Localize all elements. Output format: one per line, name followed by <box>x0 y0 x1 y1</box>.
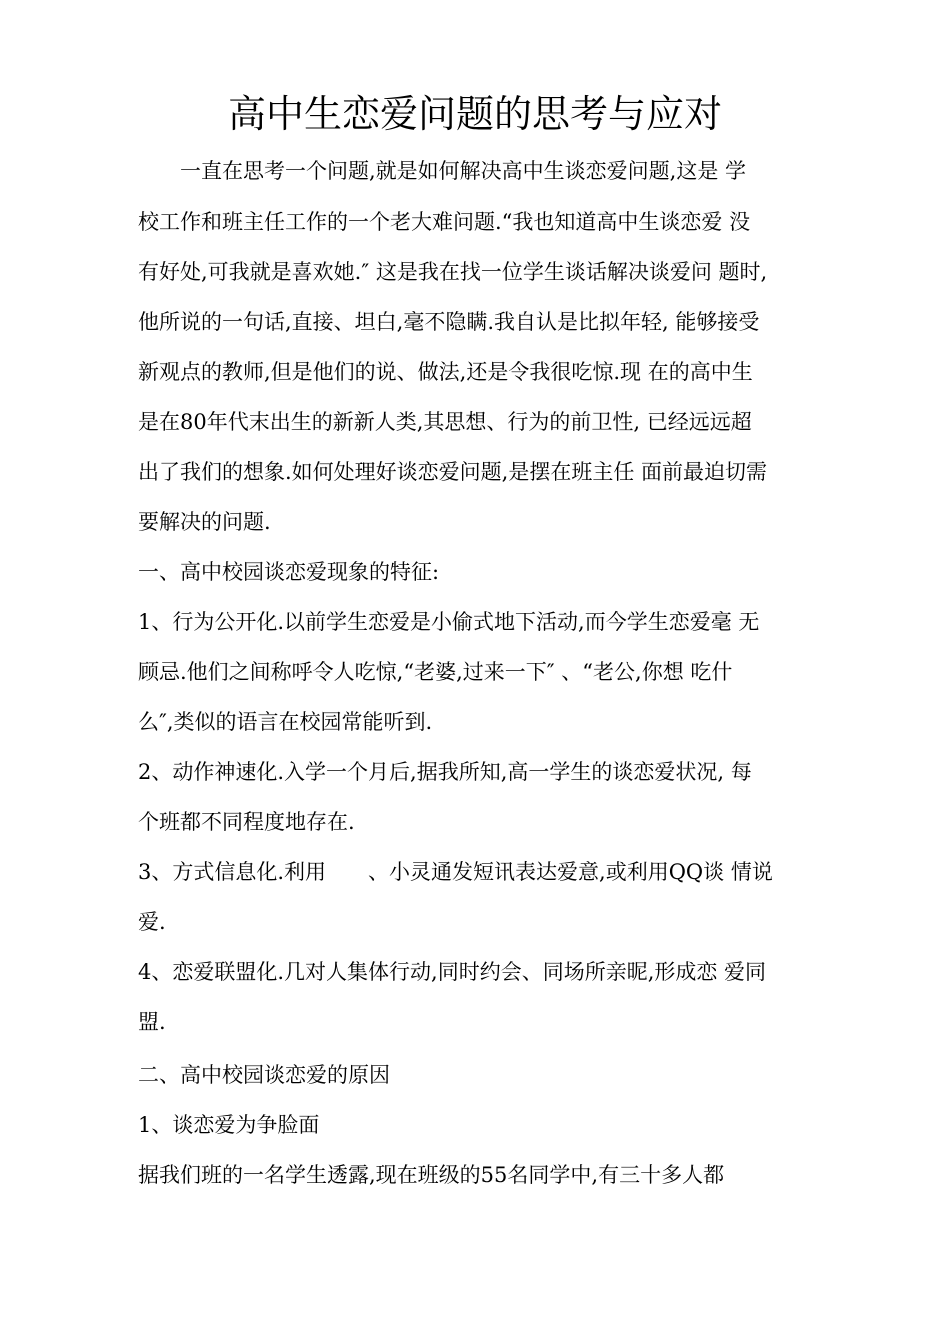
text-line: 要解决的问题. <box>138 510 271 534</box>
text-line: 校工作和班主任工作的一个老大难问题.“我也知道高中生谈恋爱 没 <box>138 210 751 234</box>
text-line: 盟. <box>138 1010 166 1034</box>
section-heading: 一、高中校园谈恋爱现象的特征: <box>138 560 440 584</box>
text-line: 有好处,可我就是喜欢她.″ 这是我在找一位学生谈话解决谈爱问 题时, <box>138 260 768 284</box>
text-line: 据我们班的一名学生透露,现在班级的55名同学中,有三十多人都 <box>138 1163 725 1187</box>
section-heading: 二、高中校园谈恋爱的原因 <box>138 1063 390 1087</box>
document-title: 高中生恋爱问题的思考与应对 <box>227 92 722 136</box>
text-line: 2、动作神速化.入学一个月后,据我所知,高一学生的谈恋爱状况, 每 <box>138 760 752 784</box>
text-line: 1、行为公开化.以前学生恋爱是小偷式地下活动,而今学生恋爱毫 无 <box>138 610 760 634</box>
text-line: 4、恋爱联盟化.几对人集体行动,同时约会、同场所亲昵,形成恋 爱同 <box>138 960 767 984</box>
text-line: 爱. <box>138 910 166 934</box>
text-line: 3、方式信息化.利用 、小灵通发短讯表达爱意,或利用QQ谈 情说 <box>138 860 773 884</box>
text-line: 他所说的一句话,直接、坦白,毫不隐瞒.我自认是比拟年轻, 能够接受 <box>138 310 760 334</box>
sub-heading: 1、谈恋爱为争脸面 <box>138 1113 320 1137</box>
text-line: 么″,类似的语言在校园常能听到. <box>138 710 433 734</box>
text-line: 顾忌.他们之间称呼令人吃惊,“老婆,过来一下″ 、“老公,你想 吃什 <box>138 660 733 684</box>
text-line: 新观点的教师,但是他们的说、做法,还是令我很吃惊.现 在的高中生 <box>138 360 753 384</box>
text-line: 是在80年代末出生的新新人类,其思想、行为的前卫性, 已经远远超 <box>138 410 752 434</box>
text-line: 出了我们的想象.如何处理好谈恋爱问题,是摆在班主任 面前最迫切需 <box>138 460 768 484</box>
text-line: 个班都不同程度地存在. <box>138 810 355 834</box>
text-line: 一直在思考一个问题,就是如何解决高中生谈恋爱问题,这是 学 <box>138 159 747 183</box>
